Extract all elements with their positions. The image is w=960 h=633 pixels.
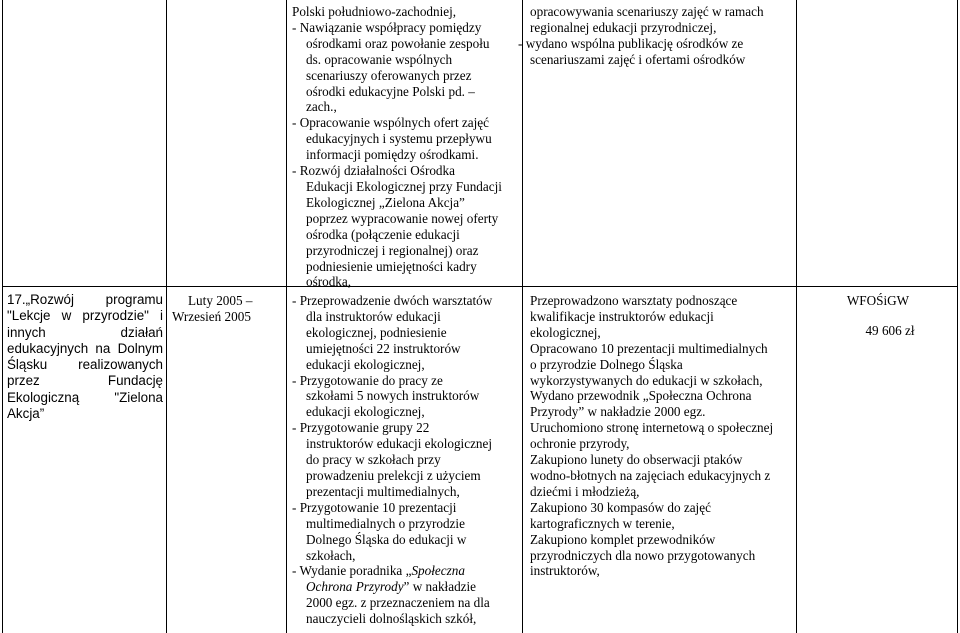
text-segment: ” w nakładzie	[403, 579, 477, 595]
text-line: ośrodkami oraz powołanie zespołu	[306, 35, 490, 51]
italic-title: Społeczna	[411, 563, 465, 579]
column-divider-4	[796, 0, 797, 633]
text-line: dziećmi i młodzieżą,	[530, 483, 640, 499]
text-line: Wydano przewodnik „Społeczna Ochrona	[530, 388, 752, 404]
text-line: Wrzesień 2005	[172, 308, 251, 324]
text-line: wodno-błotnych na zajęciach edukacyjnych z	[530, 467, 771, 483]
text-line: instruktorów,	[530, 563, 600, 579]
text-line: prezentacji multimedialnych,	[306, 483, 460, 499]
task-name-cell	[7, 292, 163, 422]
text-line: Opracowano 10 prezentacji multimedialnych	[530, 340, 768, 356]
text-line: Luty 2005 –	[188, 293, 253, 308]
funding-cell	[800, 293, 954, 339]
date-range-cell	[172, 293, 282, 325]
text-line: regionalnej edukacji przyrodniczej,	[530, 19, 717, 35]
row2-results-cell	[530, 293, 794, 579]
italic-title: Ochrona Przyrody	[306, 579, 404, 595]
text-line: Zakupiono lunety do obserwacji ptaków	[530, 452, 743, 468]
text-line: Edukacji Ekologicznej przy Fundacji	[306, 178, 502, 194]
text-line: 17.„Rozwój programu	[7, 292, 163, 307]
text-line: ochronie przyrody,	[530, 436, 630, 452]
funding-amount: 49 606 zł	[865, 322, 915, 338]
text-line: Uruchomiono stronę internetową o społecznej	[530, 420, 774, 436]
text-line: Zakupiono 30 kompasów do zajęć	[530, 499, 711, 515]
row2-activities-cell	[292, 293, 520, 627]
text-line: innych działań	[7, 324, 163, 340]
text-segment: - Wydanie poradnika „	[292, 563, 412, 579]
text-line: Ekologicznej „Zielona Akcja”	[306, 194, 465, 210]
text-line: Przyrody” w nakładzie 2000 egz.	[530, 404, 706, 420]
text-line: - Przygotowanie do pracy ze	[292, 372, 443, 388]
text-line: Akcja”	[7, 406, 45, 422]
text-line: dla instruktorów edukacji	[306, 308, 441, 324]
text-line: o przyrodzie Dolnego Śląska	[530, 356, 683, 372]
text-line: ekologicznej, podniesienie	[306, 324, 447, 340]
text-line: edukacyjnych na Dolnym	[7, 340, 163, 356]
text-line: Dolnego Śląska do edukacji w	[306, 531, 467, 547]
text-line: - Przygotowanie grupy 22	[292, 420, 430, 436]
row1-results-cell	[518, 4, 794, 68]
text-line: przez Fundację	[7, 373, 163, 389]
text-line: nauczycieli dolnośląskich szkół,	[306, 611, 477, 627]
funding-source: WFOŚiGW	[846, 293, 910, 308]
text-line: - Przygotowanie 10 prezentacji	[292, 499, 457, 515]
text-line: przyrodniczej i regionalnej) oraz	[306, 242, 479, 258]
text-line: "Lekcje w przyrodzie" i	[7, 308, 163, 324]
text-line: - Opracowanie wspólnych ofert zajęć	[292, 115, 489, 131]
column-divider-2	[286, 0, 287, 633]
text-line: szkołach,	[306, 547, 356, 563]
text-line: Polski południowo-zachodniej,	[292, 4, 457, 19]
text-line: scenariuszy oferowanych przez	[306, 67, 472, 83]
text-line: edukacji ekologicznej,	[306, 356, 425, 372]
text-line: kartograficznych w terenie,	[530, 515, 675, 531]
text-line: edukacyjnych i systemu przepływu	[306, 131, 492, 147]
text-line: zach.,	[306, 99, 337, 115]
text-line: Przeprowadzono warsztaty podnoszące	[530, 293, 738, 308]
text-line: poprzez wypracowanie nowej oferty	[306, 210, 499, 226]
text-line	[292, 563, 520, 579]
text-line: ośrodka,	[306, 274, 352, 290]
text-line: prowadzeniu prelekcji z użyciem	[306, 467, 481, 483]
column-divider-3	[522, 0, 523, 633]
text-line: Śląsku realizowanych	[7, 357, 163, 373]
text-line: - Nawiązanie współpracy pomiędzy	[292, 19, 482, 35]
text-line: przyrodniczych dla nowo przygotowanych	[530, 547, 756, 563]
text-line: opracowywania scenariuszy zajęć w ramach	[530, 4, 764, 19]
text-line: wykorzystywanych do edukacji w szkołach,	[530, 372, 763, 388]
text-line: multimedialnych o przyrodzie	[306, 515, 465, 531]
text-line: umiejętności 22 instruktorów	[306, 340, 461, 356]
text-line: ośrodka (połączenie edukacji	[306, 226, 460, 242]
text-line: - Przeprowadzenie dwóch warsztatów	[292, 293, 493, 308]
text-line: - Rozwój działalności Ośrodka	[292, 163, 455, 179]
text-line: - wydano wspólna publikację ośrodków ze	[518, 35, 744, 51]
column-divider-1	[166, 0, 167, 633]
text-line: edukacji ekologicznej,	[306, 404, 425, 420]
text-line: kwalifikacje instruktorów edukacji	[530, 308, 714, 324]
row1-activities-cell	[292, 4, 520, 290]
text-line: Ekologiczną "Zielona	[7, 389, 163, 405]
table-border-right	[957, 0, 958, 633]
text-line: scenariuszami zajęć i ofertami ośrodków	[530, 51, 746, 67]
text-line: 2000 egz. z przeznaczeniem na dla	[306, 595, 490, 611]
text-line: instruktorów edukacji ekologicznej	[306, 436, 493, 452]
text-line: ds. opracowanie wspólnych	[306, 51, 453, 67]
text-line: ekologicznej,	[530, 324, 601, 340]
text-line: Zakupiono komplet przewodników	[530, 531, 716, 547]
text-line: do pracy w szkołach przy	[306, 452, 441, 468]
text-line: podniesienie umiejętności kadry	[306, 258, 477, 274]
text-line: informacji pomiędzy ośrodkami.	[306, 147, 479, 163]
table-border-left	[2, 0, 3, 633]
text-line	[292, 579, 520, 595]
text-line: szkołami 5 nowych instruktorów	[306, 388, 480, 404]
text-line: ośrodki edukacyjne Polski pd. –	[306, 83, 475, 99]
